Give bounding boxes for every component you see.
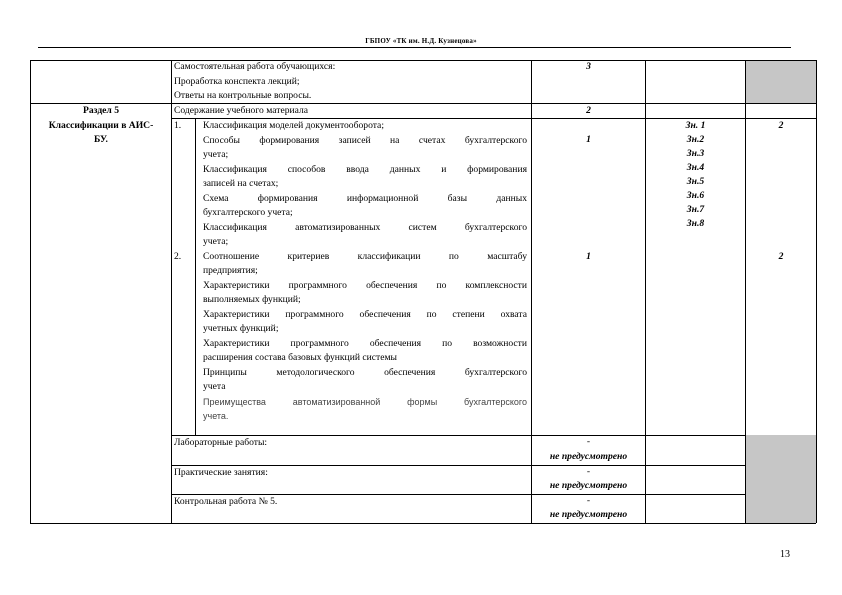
- item2-level: 2: [778, 250, 784, 262]
- topic-line-sans: Преимущества автоматизированной формы бухгалтерского: [203, 397, 527, 407]
- self-study-line: Проработка конспекта лекций;: [174, 75, 300, 87]
- content-header: Содержание учебного материала: [174, 105, 309, 116]
- competency-code: Зн. 1: [685, 120, 706, 131]
- control-work-label: Контрольная работа № 5.: [174, 496, 278, 507]
- lab-works-note: не предусмотрено: [549, 451, 628, 462]
- item1-hours: 1: [586, 134, 591, 145]
- item2-hours: 1: [586, 250, 591, 262]
- competency-code: Зн.3: [686, 148, 705, 159]
- practice-note: не предусмотрено: [549, 480, 628, 491]
- shaded-cell-bottom: [745, 435, 816, 523]
- page-number: 13: [780, 549, 790, 560]
- section-title: Раздел 5: [82, 105, 120, 116]
- table-top-border: [30, 60, 816, 61]
- table-bottom-border: [30, 523, 816, 524]
- practice-label: Практические занятия:: [174, 467, 268, 478]
- topic-line: Способы формирования записей на счетах бухгалтерского: [203, 134, 527, 146]
- topic-line: расширения состава базовых функций системы: [203, 352, 397, 363]
- self-study-line: Ответы на контрольные вопросы.: [174, 90, 312, 101]
- header-divider: [38, 47, 791, 48]
- competency-code: Зн.7: [686, 204, 705, 215]
- column-divider: [171, 60, 172, 523]
- content-hours: 2: [586, 105, 591, 116]
- topic-line: Характеристики программного обеспечения по возможности: [203, 337, 527, 349]
- item1-level: 2: [778, 120, 784, 131]
- topic-line: Классификация моделей документооборота;: [203, 120, 384, 131]
- topic-line: Схема формирования информационной базы данных: [203, 192, 527, 204]
- section-name-line: Классификации в АИС-: [48, 120, 154, 131]
- competency-code: Зн.6: [686, 190, 705, 201]
- number-column-divider: [195, 118, 196, 435]
- topic-line: записей на счетах;: [203, 178, 279, 189]
- topic-line: Классификация способов ввода данных и формирования: [203, 163, 527, 175]
- practice-dash: -: [586, 466, 591, 477]
- topic-line-sans: учета.: [203, 411, 229, 421]
- topic-line: Характеристики программного обеспечения по комплексности: [203, 279, 527, 291]
- competency-code: Зн.8: [686, 218, 705, 229]
- competency-code: Зн.4: [686, 162, 705, 173]
- topic-line: выполняемых функций;: [203, 294, 301, 305]
- topic-line: Классификация автоматизированных систем бухгалтерского: [203, 221, 527, 233]
- table-right-border: [816, 60, 817, 523]
- item-number: 1.: [174, 120, 182, 131]
- topic-line: предприятия;: [203, 265, 258, 276]
- lab-works-label: Лабораторные работы:: [174, 437, 268, 448]
- item-number: 2.: [174, 250, 182, 262]
- topic-line: Соотношение критериев классификации по масштабу: [203, 250, 527, 262]
- section-name-line: БУ.: [94, 134, 108, 145]
- topic-line: Принципы методологического обеспечения бухгалтерского: [203, 366, 527, 378]
- shaded-cell-top: [745, 61, 816, 103]
- competency-code: Зн.5: [686, 176, 705, 187]
- control-work-note: не предусмотрено: [549, 509, 628, 520]
- lab-works-dash: -: [586, 436, 591, 447]
- self-study-line: Самостоятельная работа обучающихся:: [174, 61, 336, 72]
- topic-line: учетных функций;: [203, 323, 279, 334]
- document-header: ГБПОУ «ТК им. Н.Д. Кузнецова»: [365, 37, 477, 45]
- competency-code: Зн.2: [686, 134, 705, 145]
- topic-line: учета;: [203, 236, 229, 247]
- topic-line: бухгалтерского учета;: [203, 207, 293, 218]
- control-work-dash: -: [586, 495, 591, 506]
- topic-line: учета: [203, 381, 226, 392]
- self-study-hours: 3: [586, 61, 591, 72]
- topic-line: учета;: [203, 149, 229, 160]
- topic-line: Характеристики программного обеспечения по степени охвата: [203, 308, 527, 320]
